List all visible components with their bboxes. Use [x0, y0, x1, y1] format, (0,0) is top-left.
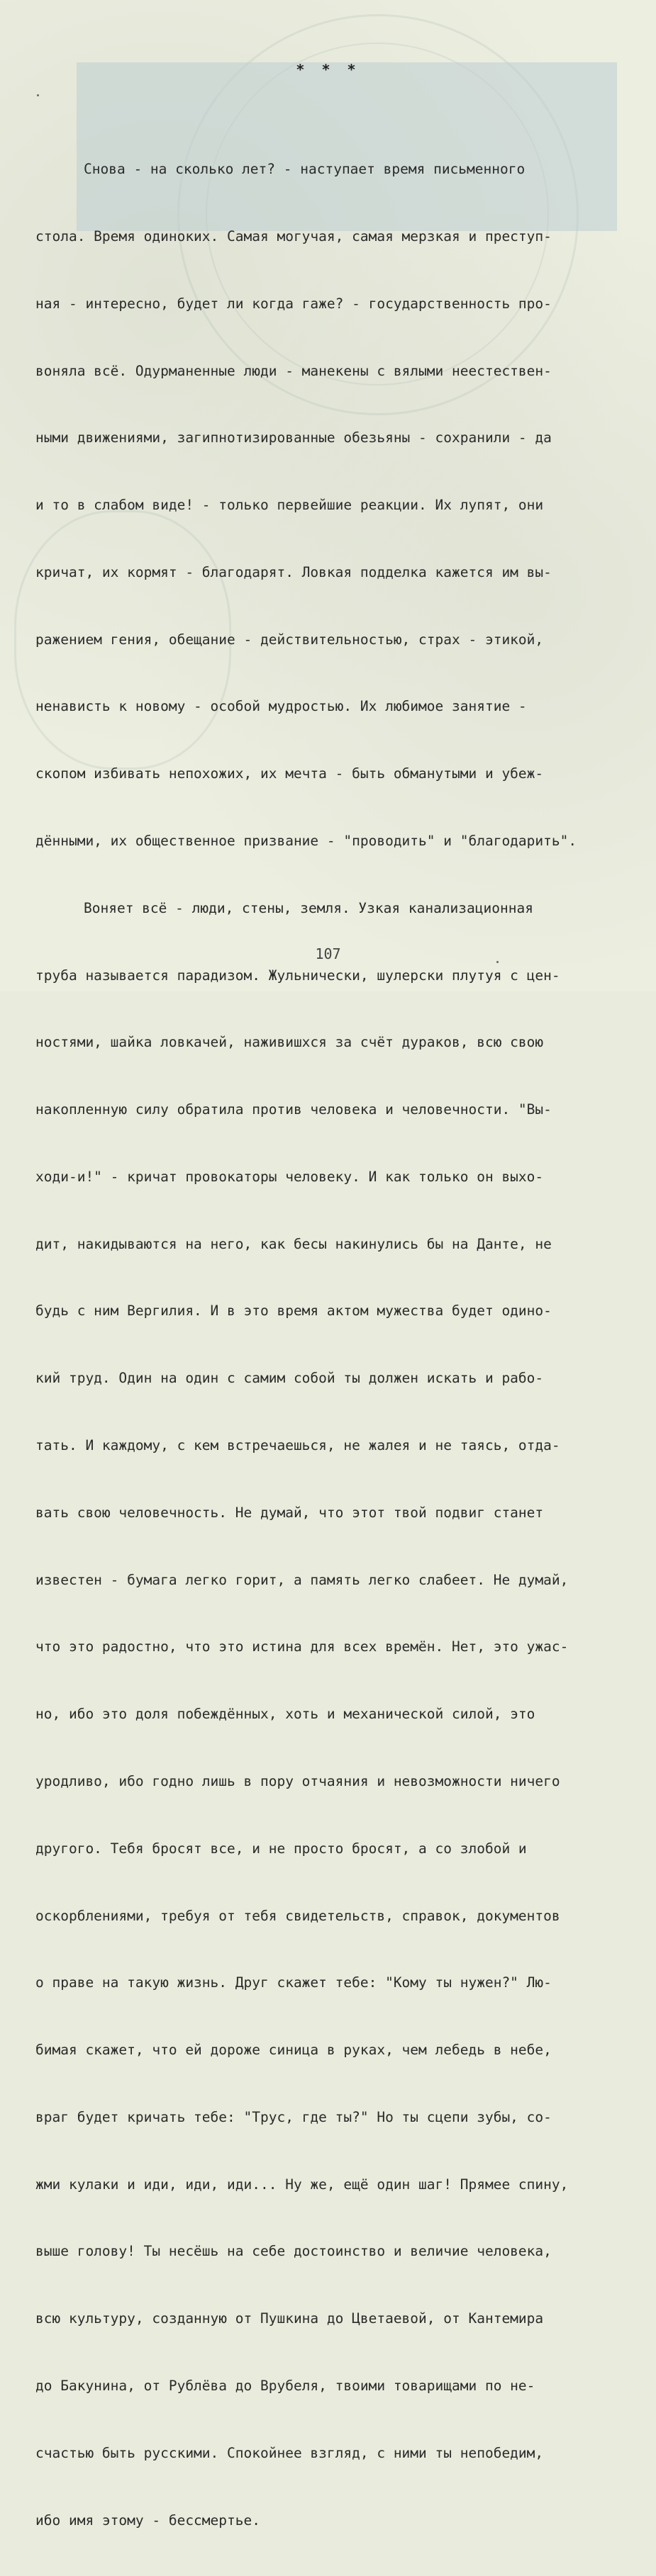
text-line: Снова - на сколько лет? - наступает время письменного — [84, 161, 526, 178]
text-line: жми кулаки и иди, иди, иди... Ну же, ещё один шаг! Прямее спину, — [35, 2176, 569, 2193]
text-line: тать. И каждому, с кем встречаешься, не жалея и не таясь, отда- — [35, 1437, 560, 1454]
text-line: Воняет всё - люди, стены, земля. Узкая канализационная — [84, 899, 533, 916]
text-line: бимая скажет, что ей дороже синица в руках, чем лебедь в небе, — [35, 2042, 552, 2059]
text-line: оскорблениями, требуя от тебя свидетельств, справок, документов — [35, 1907, 560, 1924]
text-line: ражением гения, обещание - действительностью, страх - этикой, — [35, 631, 544, 648]
text-line: будь с ним Вергилия. И в это время актом мужества будет одино- — [35, 1303, 552, 1320]
text-line: всю культуру, созданную от Пушкина до Цветаевой, от Кантемира — [35, 2310, 544, 2327]
section-ornament: * * * — [296, 61, 360, 78]
text-line: кий труд. Один на один с самим собой ты должен искать и рабо- — [35, 1370, 544, 1387]
text-line: но, ибо это доля побеждённых, хоть и механической силой, это — [35, 1706, 535, 1723]
text-line: ненависть к новому - особой мудростью. Их любимое занятие - — [35, 698, 527, 715]
speck — [37, 94, 39, 96]
text-line: ная - интересно, будет ли когда гаже? - государственность про- — [35, 295, 552, 312]
text-line: ибо имя этому - бессмертье. — [35, 2512, 260, 2529]
text-line: счастью быть русскими. Спокойнее взгляд, с ними ты непобедим, — [35, 2444, 544, 2461]
text-line: стола. Время одиноких. Самая могучая, самая мерзкая и преступ- — [35, 227, 552, 244]
text-line: кричат, их кормят - благодарят. Ловкая подделка кажется им вы- — [35, 563, 552, 580]
text-line: известен - бумага легко горит, а память легко слабеет. Не думай, — [35, 1571, 569, 1588]
text-line: труба называется парадизом. Жульнически, шулерски плутуя с цен- — [35, 967, 560, 984]
text-line: воняла всё. Одурманенные люди - манекены с вялыми неестествен- — [35, 362, 552, 379]
text-line: уродливо, ибо годно лишь в пору отчаяния и невозможности ничего — [35, 1772, 560, 1789]
text-line: вать свою человечность. Не думай, что этот твой подвиг станет — [35, 1504, 544, 1521]
text-line: враг будет кричать тебе: "Трус, где ты?" Но ты сцепи зубы, со- — [35, 2108, 552, 2125]
text-line: и то в слабом виде! - только первейшие реакции. Их лупят, они — [35, 497, 544, 514]
text-line: до Бакунина, от Рублёва до Врубеля, твоими товарищами по не- — [35, 2377, 535, 2394]
text-line: скопом избивать непохожих, их мечта - быть обманутыми и убеж- — [35, 765, 544, 782]
text-line: дит, накидываются на него, как бесы накинулись бы на Данте, не — [35, 1235, 552, 1252]
body-text — [35, 113, 638, 2576]
text-line: другого. Тебя бросят все, и не просто бросят, а со злобой и — [35, 1840, 527, 1857]
speck — [496, 961, 499, 963]
text-line: ностями, шайка ловкачей, наживишхся за счёт дураков, всю свою — [35, 1034, 544, 1051]
text-line: ходи-и!" - кричат провокаторы человеку. И как только он выхо- — [35, 1168, 544, 1185]
text-line: о праве на такую жизнь. Друг скажет тебе: "Кому ты нужен?" Лю- — [35, 1974, 552, 1991]
text-line: дёнными, их общественное призвание - "проводить" и "благодарить". — [35, 833, 577, 849]
text-line: выше голову! Ты несёшь на себе достоинство и величие человека, — [35, 2243, 552, 2260]
text-line: ными движениями, загипнотизированные обезьяны - сохранили - да — [35, 429, 552, 446]
page-number: 107 — [315, 945, 341, 962]
text-line: что это радостно, что это истина для всех времён. Нет, это ужас- — [35, 1638, 569, 1655]
text-line: накопленную силу обратила против человека и человечности. "Вы- — [35, 1101, 552, 1118]
